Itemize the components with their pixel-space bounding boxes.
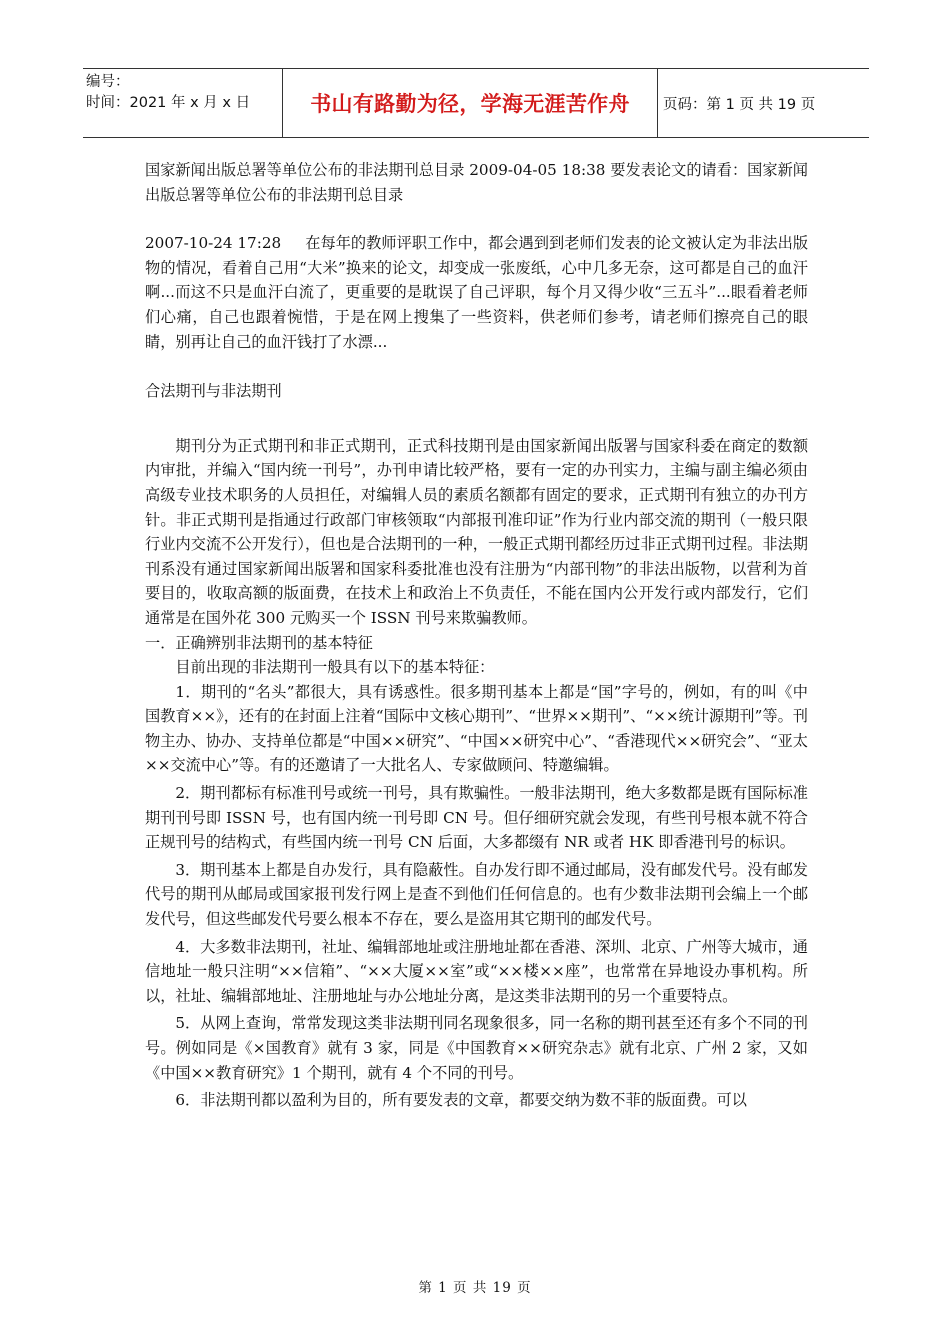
intro-text: 在每年的教师评职工作中，都会遇到到老师们发表的论文被认定为非法出版物的情况，看着自己用“大米”换来的论文，却变成一张废纸，心中几多无奈，这可都是自己的血汗啊...而这不只是血汗白流了，更重要的是耽误了自己评职，每个月又得少收“三五斗”...眼看着老师们心痛，自己也跟着惋惜，于是在网上搜集了一些资料，供老师们参考，请老师们擦亮自己的眼睛，别再让自己的血汗钱打了水漂... <box>145 234 808 351</box>
header-page-info: 页码：第 1 页 共 19 页 <box>663 96 816 113</box>
header-motto: 书山有路勤为径，学海无涯苦作舟 <box>310 92 630 116</box>
features-lead: 目前出现的非法期刊一般具有以下的基本特征： <box>175 658 495 677</box>
document-date-label: 时间：2021 年 x 月 x 日 <box>86 95 251 111</box>
feature-item-5: 5．从网上查询，常常发现这类非法期刊同名现象很多，同一名称的期刊甚至还有多个不同的刊号。例如同是《×国教育》就有 3 家，同是《中国教育××研究杂志》就有北京、广州 2 家，又如《中国××教育研究》1 个期刊，就有 4 个不同的刊号。 <box>145 1014 808 1082</box>
section-title: 合法期刊与非法期刊 <box>145 382 282 401</box>
intro-paragraph <box>145 231 808 354</box>
heading-features: 一．正确辨别非法期刊的基本特征 <box>145 633 373 652</box>
feature-item-6: 6．非法期刊都以盈利为目的，所有要发表的文章，都要交纳为数不菲的版面费。可以 <box>175 1091 747 1110</box>
feature-item-4: 4．大多数非法期刊，社址、编辑部地址或注册地址都在香港、深圳、北京、广州等大城市，通信地址一般只注明“××信箱”、“××大厦××室”或“××楼××座”，也常常在异地设办事机构。所以，社址、编辑部地址、注册地址与办公地址分离，是这类非法期刊的另一个重要特点。 <box>145 937 808 1005</box>
page-footer: 第 1 页 共 19 页 <box>418 1280 532 1296</box>
document-body <box>145 158 808 1113</box>
feature-item-1: 1．期刊的“名头”都很大，具有诱惑性。很多期刊基本上都是“国”字号的，例如，有的叫《中国教育××》，还有的在封面上注着“国际中文核心期刊”、“世界××期刊”、“××统计源期刊”等。刊物主办、协办、支持单位都是“中国××研究”、“中国××研究中心”、“香港现代××研究会”、“亚太××交流中心”等。有的还邀请了一大批名人、专家做顾问、特邀编辑。 <box>145 682 808 775</box>
intro-date: 2007-10-24 17:28 <box>145 234 282 253</box>
definition-paragraph: 期刊分为正式期刊和非正式期刊，正式科技期刊是由国家新闻出版署与国家科委在商定的数额内审批，并编入“国内统一刊号”，办刊申请比较严格，要有一定的办刊实力，主编与副主编必须由高级专业技术职务的人员担任，对编辑人员的素质名额都有固定的要求，正式期刊有独立的办刊方针。非正式期刊是指通过行政部门审核领取“内部报刊准印证”作为行业内部交流的期刊（一般只限行业内交流不公开发行），但也是合法期刊的一种，一般正式期刊都经历过非正式期刊过程。非法期刊系没有通过国家新闻出版署和国家科委批准也没有注册为“内部刊物”的非法出版物，以营利为首要目的，收取高额的版面费，在技术上和政治上不负责任，不能在国内公开发行或内部发行，它们通常是在国外花 300 元购买一个 ISSN 刊号来欺骗教师。 <box>145 436 808 627</box>
feature-item-2: 2．期刊都标有标准刊号或统一刊号，具有欺骗性。一般非法期刊，绝大多数都是既有国际标准期刊刊号即 ISSN 号，也有国内统一刊号即 CN 号。但仔细研究就会发现，有些刊号根本就不符合正规刊号的结构式，有些国内统一刊号 CN 后面，大多都缀有 NR 或者 HK 即香港刊号的标识。 <box>145 784 808 852</box>
feature-item-3: 3．期刊基本上都是自办发行，具有隐蔽性。自办发行即不通过邮局，没有邮发代号。没有邮发代号的期刊从邮局或国家报刊发行网上是查不到他们任何信息的。也有少数非法期刊会编上一个邮发代号，但这些邮发代号要么根本不存在，要么是盗用其它期刊的邮发代号。 <box>145 860 808 929</box>
header-meta <box>86 72 282 114</box>
header-motto-cell <box>282 69 658 137</box>
page-header <box>83 68 869 138</box>
document-number-label: 编号： <box>86 74 130 90</box>
document-title-line: 国家新闻出版总署等单位公布的非法期刊总目录 2009-04-05 18:38 要发表论文的请看：国家新闻出版总署等单位公布的非法期刊总目录 <box>145 161 808 204</box>
